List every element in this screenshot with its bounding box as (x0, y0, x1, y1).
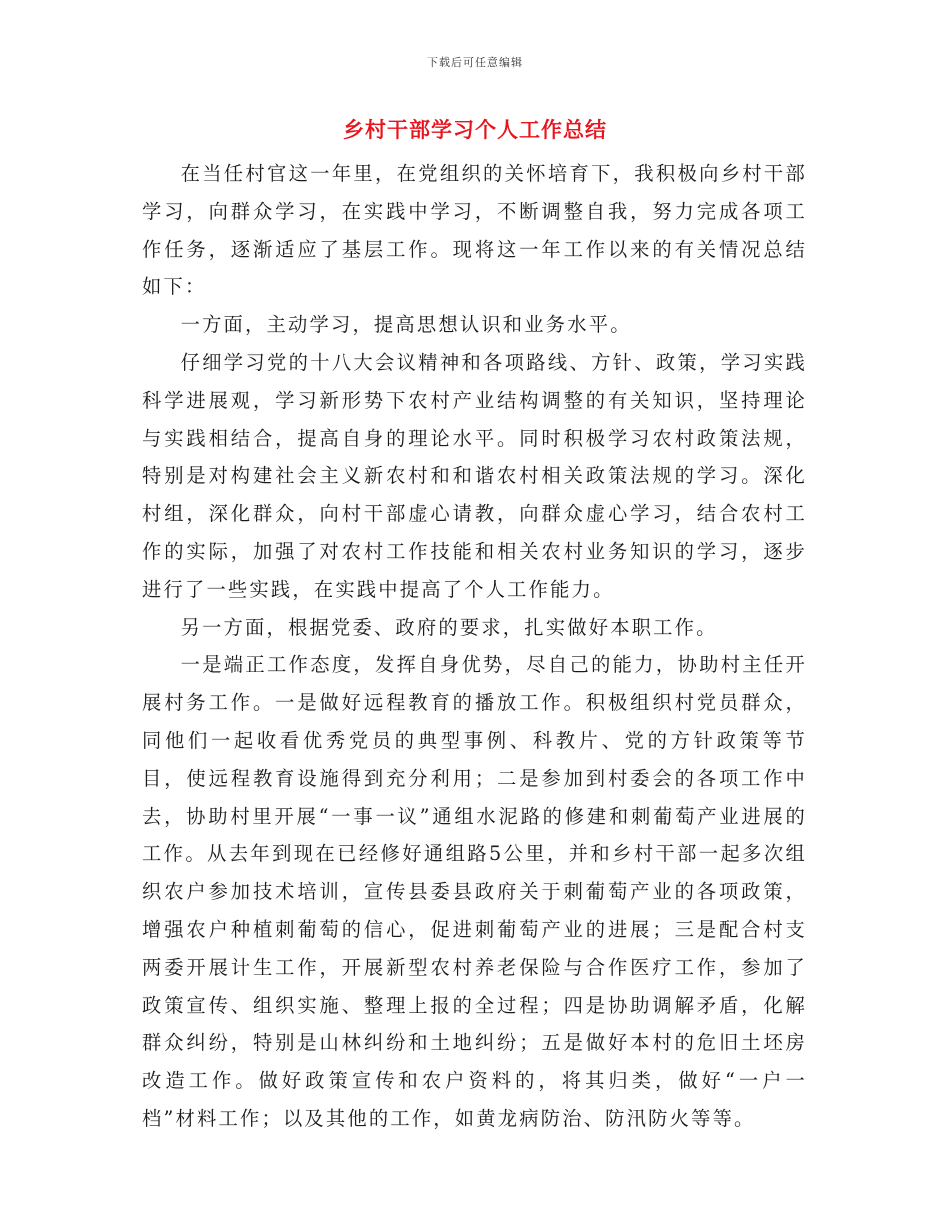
paragraph-study-details: 仔细学习党的十八大会议精神和各项路线、方针、政策，学习实践科学进展观，学习新形势下农村产业结构调整的有关知识，坚持理论与实践相结合，提高自身的理论水平。同时积极学习农村政策法规，特别是对构建社会主义新农村和和谐农村相关政策法规的学习。深化村组，深化群众，向村干部虚心请教，向群众虚心学习，结合农村工作的实际，加强了对农村工作技能和相关农村业务知识的学习，逐步进行了一些实践，在实践中提高了个人工作能力。 (142, 350, 807, 601)
header-note: 下载后可任意编辑 (427, 56, 523, 69)
document-body (142, 155, 807, 1138)
paragraph-heading-study: 一方面，主动学习，提高思想认识和业务水平。 (180, 313, 632, 337)
paragraph-heading-work: 另一方面，根据党委、政府的要求，扎实做好本职工作。 (180, 615, 718, 639)
paragraph-intro: 在当任村官这一年里，在党组织的关怀培育下，我积极向乡村干部学习，向群众学习，在实践中学习，不断调整自我，努力完成各项工作任务，逐渐适应了基层工作。现将这一年工作以来的有关情况总结如下： (142, 162, 807, 299)
paragraph-work-details: 一是端正工作态度，发挥自身优势，尽自己的能力，协助村主任开展村务工作。一是做好远程教育的播放工作。积极组织村党员群众，同他们一起收看优秀党员的典型事例、科教片、党的方针政策等节目，使远程教育设施得到充分利用；二是参加到村委会的各项工作中去，协助村里开展“一事一议”通组水泥路的修建和刺葡萄产业进展的工作。从去年到现在已经修好通组路5公里，并和乡村干部一起多次组织农户参加技术培训，宣传县委县政府关于刺葡萄产业的各项政策，增强农户种植刺葡萄的信心，促进刺葡萄产业的进展；三是配合村支两委开展计生工作，开展新型农村养老保险与合作医疗工作，参加了政策宣传、组织实施、整理上报的全过程；四是协助调解矛盾，化解群众纠纷，特别是山林纠纷和土地纠纷；五是做好本村的危旧土坯房改造工作。做好政策宣传和农户资料的，将其归类，做好“一户一档”材料工作；以及其他的工作，如黄龙病防治、防汛防火等等。 (142, 653, 807, 1130)
document-title: 乡村干部学习个人工作总结 (343, 117, 607, 142)
